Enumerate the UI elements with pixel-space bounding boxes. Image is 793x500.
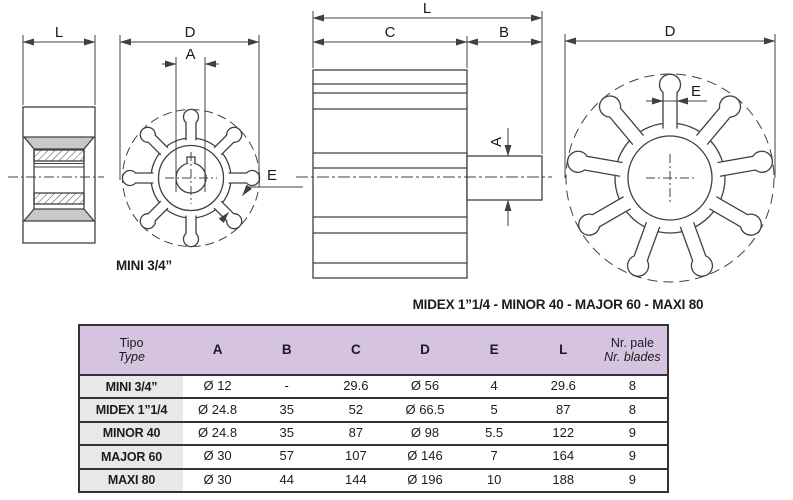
table-cell: Ø 98	[410, 425, 440, 441]
mini-dim-L	[23, 35, 95, 105]
table-cell: Ø 30	[203, 448, 232, 464]
table-header-row	[80, 326, 667, 374]
table-cell: 29.6	[343, 378, 369, 394]
col-header-E: E	[489, 342, 499, 358]
table-cell: Ø 196	[407, 471, 443, 487]
table-cell: 164	[552, 448, 575, 464]
table-row-midex	[80, 397, 667, 420]
table-cell: 57	[279, 448, 294, 464]
table-cell: Ø 24.8	[198, 425, 238, 441]
table-cell: 10	[486, 471, 502, 487]
table-cell: Ø 30	[203, 471, 232, 487]
table-cell: 107	[345, 448, 367, 464]
row-label: MAXI 80	[80, 470, 183, 491]
col-header-D: D	[420, 342, 430, 358]
large-side-view	[296, 70, 552, 278]
blades-line2: Nr. blades	[604, 350, 661, 364]
large-dim-A-label: A	[488, 136, 505, 148]
table-cell: 52	[348, 401, 364, 417]
blades-line1: Nr. pale	[610, 335, 654, 350]
table-cell: Ø 12	[203, 378, 232, 394]
large-dim-D-label: D	[664, 23, 676, 40]
col-header-C: C	[350, 342, 361, 358]
table-cell: Ø 56	[410, 378, 440, 394]
row-label: MAJOR 60	[80, 446, 183, 467]
table-cell: Ø 146	[407, 448, 443, 464]
mini-dim-D-label: D	[184, 24, 196, 41]
col-header-A: A	[212, 342, 223, 358]
table-cell: 87	[556, 401, 571, 417]
mini-model-label: MINI 3/4”	[116, 258, 172, 273]
mini-dim-A-label: A	[185, 46, 196, 63]
table-cell: 44	[279, 471, 294, 487]
table-row-mini	[80, 374, 667, 397]
table-cell: Ø 66.5	[405, 401, 445, 417]
tipo-line2: Type	[118, 350, 145, 364]
col-header-tipo	[80, 326, 183, 374]
table-row-maxi	[80, 468, 667, 491]
large-dim-C-label: C	[384, 24, 396, 41]
table-cell: 9	[628, 448, 637, 464]
table-cell: 9	[628, 471, 637, 487]
table-cell: 188	[552, 471, 575, 487]
table-cell: 35	[279, 401, 294, 417]
mini-dim-L-label: L	[54, 24, 64, 41]
large-dim-B-label: B	[498, 24, 510, 41]
table-cell: 9	[628, 425, 637, 441]
table-cell: 35	[279, 425, 294, 441]
models-caption: MIDEX 1”1/4 - MINOR 40 - MAJOR 60 - MAXI 80	[412, 297, 704, 312]
tipo-line1: Tipo	[119, 335, 144, 350]
spec-table	[78, 324, 669, 493]
table-cell: 7	[490, 448, 498, 464]
table-cell: 8	[628, 378, 637, 394]
table-cell: -	[284, 378, 289, 394]
table-cell: Ø 24.8	[198, 401, 238, 417]
mini-dim-E-label: E	[266, 167, 278, 184]
row-label: MINI 3/4”	[80, 376, 183, 397]
mini-impeller	[122, 109, 259, 246]
table-cell: 5	[490, 401, 498, 417]
table-row-minor	[80, 421, 667, 444]
col-header-blades	[598, 326, 667, 374]
table-cell: 29.6	[550, 378, 576, 394]
table-cell: 87	[348, 425, 364, 441]
col-header-B: B	[281, 342, 292, 358]
mini-side-view	[8, 107, 104, 243]
table-cell: 122	[552, 425, 575, 441]
large-dim-E-label: E	[690, 83, 702, 100]
col-header-L: L	[559, 342, 568, 358]
large-dim-L-label: L	[422, 0, 432, 17]
table-cell: 5.5	[485, 425, 504, 441]
table-cell: 8	[628, 401, 637, 417]
table-cell: 144	[345, 471, 367, 487]
row-label: MIDEX 1”1/4	[80, 399, 183, 420]
table-row-major	[80, 444, 667, 467]
row-label: MINOR 40	[80, 423, 183, 444]
table-cell: 4	[490, 378, 498, 394]
large-impeller	[566, 74, 774, 282]
